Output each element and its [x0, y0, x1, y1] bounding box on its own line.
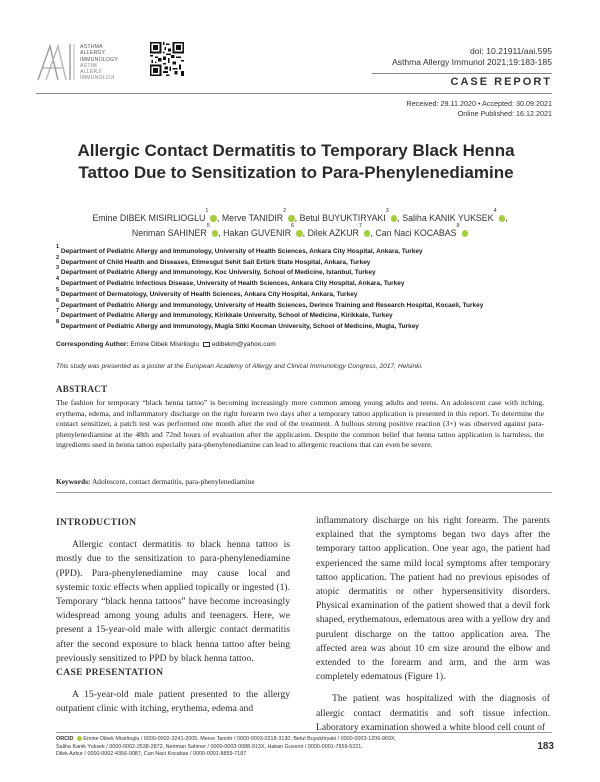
brand-sub-line: ALLERJİ [80, 69, 102, 76]
orcid-text: Emine Dibek Misirlioglu / 0000-0002-3241-2005, Merve Tanidir / 0000-0003-0218-3130, Betul Buyuktiryaki / 0000-0003-1206-969X, [83, 736, 397, 742]
author-name: Saliha KANIK YUKSEK [402, 213, 494, 223]
author-sup: 5 [206, 223, 210, 229]
section-heading-case: CASE PRESENTATION [56, 667, 164, 679]
doi-text[interactable]: doi: 10.21911/aai.595 [469, 46, 552, 56]
affiliation-text: Department of Pediatric Infectious Disease, University of Health Sciences, Ankara City Hospital, Ankara, Turkey [60, 280, 405, 288]
paragraph: inflammatory discharge on his right forearm. The parents explained that the symptoms began two days after the temporary tattoo application. One year ago, the patient had experienced the same mild local symptoms after temporary tattoo application. The patient had no previous episodes of atopic dermatitis or other hypersensitivity disorders. Physical examination of the patient showed that a devil fork shaped, erythematous, edematous area with a yellow dry and purulent discharge on the tattoo application area. The affected area was about 10 cm size around the elbow and extended to the forearm and arm, and the arm was completely edematous (Figure 1). [316, 515, 550, 683]
affiliation-number: 1 [56, 244, 60, 250]
author [307, 223, 373, 238]
keywords-text: Adolescent, contact dermatitis, para-phenylenediamine [91, 477, 255, 486]
citation-text: Asthma Allergy Immunol 2021;19:183-185 [391, 57, 552, 67]
orcid-icon[interactable] [462, 230, 469, 237]
affiliation-number: 3 [56, 265, 60, 272]
orcid-label: ORCID [56, 736, 74, 742]
corresponding-email[interactable]: edibekm@yahoo.com [211, 341, 276, 348]
title-line: Tattoo Due to Sensitization to Para-Phenylenediamine [78, 163, 514, 182]
affiliation-text: Department of Pediatric Allergy and Immunology, Koc University, School of Medicine, Istanbul, Turkey [60, 269, 376, 277]
paragraph: The patient was hospitalized with the diagnosis of allergic contact dermatitis and soft tissue infection. Laboratory examination showed a white blood cell count of [316, 693, 550, 733]
brand-line: IMMUNOLOGY [80, 56, 119, 63]
author-sep: , [397, 213, 400, 223]
author-sep: , [370, 228, 373, 238]
author-sup: 8 [456, 223, 460, 229]
corresponding-name: Emine Dibek Misirlioglu [130, 341, 200, 348]
author-sup: 4 [493, 208, 497, 214]
author-sep: , [218, 228, 221, 238]
paragraph: Allergic contact dermatitis to black henna tattoo is mostly due to the sensitization to para-phenylenediamine (PPD). Para-phenylenediamine may cause local and systemic toxic effects when applied topically or ingested (1). Temporary “black henna tattoos” have become increasingly widespread among young adults and teenagers. Here, we present a 15-year-old male with allergic contact dermatitis after the second exposure to black henna tattoo after being previously sensitized to PPD by black henna tattoo. [56, 539, 290, 664]
abstract-text: The fashion for temporary “black henna tattoo” is becoming increasingly more common among young adults and teens. An adolescent case with itching, erythema, edema, and inflammatory discharge on the right forearm two days after a temporary tattoo application is presented in this report. To determine the contact sensitizer, a patch test was performed one month after the end of the treatment. A bullous strong positive reaction (3+) was observed against para-phenylenediamine at the 48th and 72nd hours of evaluation after the application. Despite the common belief that henna tattoo application is harmless, the ingredients used in henna tattoo especially para-phenylenediamine can lead to allergenic reactions that can even be severe. [56, 398, 544, 450]
corresponding-label: Corresponding Author: [56, 341, 129, 348]
journal-logo [36, 40, 76, 82]
author-name: Neriman SAHINER [131, 228, 207, 238]
qr-code-icon[interactable] [150, 42, 184, 76]
affiliation-number: 4 [56, 276, 60, 283]
affiliation-number: 8 [56, 318, 60, 325]
author-sep: , [294, 213, 298, 223]
author-name: Merve TANIDIR [221, 213, 284, 223]
author-name: Can Naci KOCABAS [375, 228, 457, 238]
doi-block [392, 46, 552, 68]
orcid-line: Saliha Kanik Yuksek / 0000-0002-2538-2872, Neriman Sahiner / 0000-0003-0088-913X, Hakan Guvenir / 0000-0001-7659-5221, [56, 743, 363, 750]
author-sep: , [302, 228, 306, 238]
author-sup: 3 [385, 208, 389, 214]
brand-sub-line: İMMÜNOLOJİ [80, 75, 115, 82]
title-line: Allergic Contact Dermatitis to Temporary Black Henna [77, 141, 515, 160]
author-sup: 2 [283, 208, 287, 214]
author-sup: 7 [358, 223, 362, 229]
corresponding-author [56, 340, 276, 350]
affiliation-text: Department of Pediatric Allergy and Immunology, Kirikkale University, School of Medicine, Kirikkale, Turkey [60, 312, 393, 320]
article-title [36, 140, 556, 184]
author-line [36, 223, 564, 241]
affiliation [56, 297, 484, 315]
brand-line: ALLERGY [80, 50, 106, 57]
author-name: Hakan GUVENIR [223, 228, 292, 238]
affiliation [56, 286, 483, 301]
affiliation [56, 276, 483, 290]
affiliation-number: 2 [56, 254, 60, 261]
affiliation [56, 308, 483, 322]
author [375, 223, 468, 238]
author-list [36, 208, 564, 241]
author [299, 208, 400, 223]
affiliation [56, 254, 483, 272]
author-sep: , [216, 213, 220, 223]
brand-line: ASTHMA [80, 44, 103, 50]
received-accepted-dates: Received: 29.11.2020 • Accepted: 30.09.2021 [406, 99, 552, 108]
body-column-right [316, 514, 550, 735]
affiliation-number: 6 [56, 297, 60, 304]
body-column-left [56, 516, 290, 717]
paragraph: A 15-year-old male patient presented to the allergy outpatient clinic with itching, erythema, edema and [56, 689, 290, 715]
page-number: 183 [537, 741, 554, 752]
affiliation-number: 5 [56, 286, 60, 293]
author [131, 223, 221, 238]
mail-icon [203, 342, 210, 347]
keywords-label: Keywords: [56, 477, 91, 486]
affiliation-text: Department of Pediatric Allergy and Immunology, University of Health Sciences, Ankara City Hospital, Ankara, Turkey [60, 248, 423, 255]
header-rule [36, 93, 552, 94]
author [402, 208, 508, 223]
author-sep: , [505, 213, 508, 223]
author [221, 208, 298, 223]
author [223, 223, 306, 238]
orcid-footer [56, 736, 496, 759]
author-sup: 1 [205, 208, 209, 214]
abstract-rule [56, 492, 552, 493]
author-line [36, 208, 564, 226]
affiliation-text: Department of Child Health and Diseases, Etimesgut Sehit Sait Ertürk State Hospital, Ankara, Turkey [60, 258, 371, 266]
published-date: Online Published: 16.12.2021 [457, 109, 552, 118]
abstract-heading: ABSTRACT [56, 384, 108, 394]
footer-rule [56, 732, 552, 733]
author-name: Dilek AZKUR [307, 228, 359, 238]
affiliation-text: Department of Pediatric Allergy and Immunology, University of Health Sciences, Derince Training and Research Hospital, Kocaeli, Turkey [60, 301, 484, 309]
keywords [56, 477, 255, 486]
header-rule [372, 73, 552, 74]
affiliation-text: Department of Dermatology, University of Health Sciences, Ankara City Hospital, Ankara, Turkey [60, 290, 358, 298]
presentation-note: This study was presented as a poster at the European Academy of Allergy and Clinical Immunology Congress, 2017, Helsinki. [56, 363, 423, 370]
affiliation-text: Department of Pediatric Allergy and Immunology, Mugla Sitki Kocman University, School of Medicine, Mugla, Turkey [60, 322, 419, 330]
affiliation [56, 318, 483, 333]
orcid-line: Dilek Azkur / 0000-0002-4356-9087, Can Naci Kocabas / 0000-0001-8859-7187 [56, 751, 247, 758]
article-type: CASE REPORT [450, 76, 552, 88]
affiliation [56, 265, 483, 279]
orcid-icon [77, 736, 82, 741]
author [92, 208, 220, 223]
journal-brand [80, 44, 118, 82]
author-name: Betul BUYUKTIRYAKI [299, 213, 386, 223]
article-dates [407, 99, 552, 119]
author-sup: 6 [291, 223, 295, 229]
section-heading-introduction: INTRODUCTION [56, 517, 137, 528]
brand-sub-line: ASTIM [80, 62, 97, 69]
orcid-line [56, 736, 496, 744]
author-name: Emine DIBEK MISIRLIOGLU [92, 213, 206, 223]
affiliation [56, 244, 483, 258]
affiliation-list [56, 244, 484, 333]
affiliation-number: 7 [56, 308, 60, 315]
